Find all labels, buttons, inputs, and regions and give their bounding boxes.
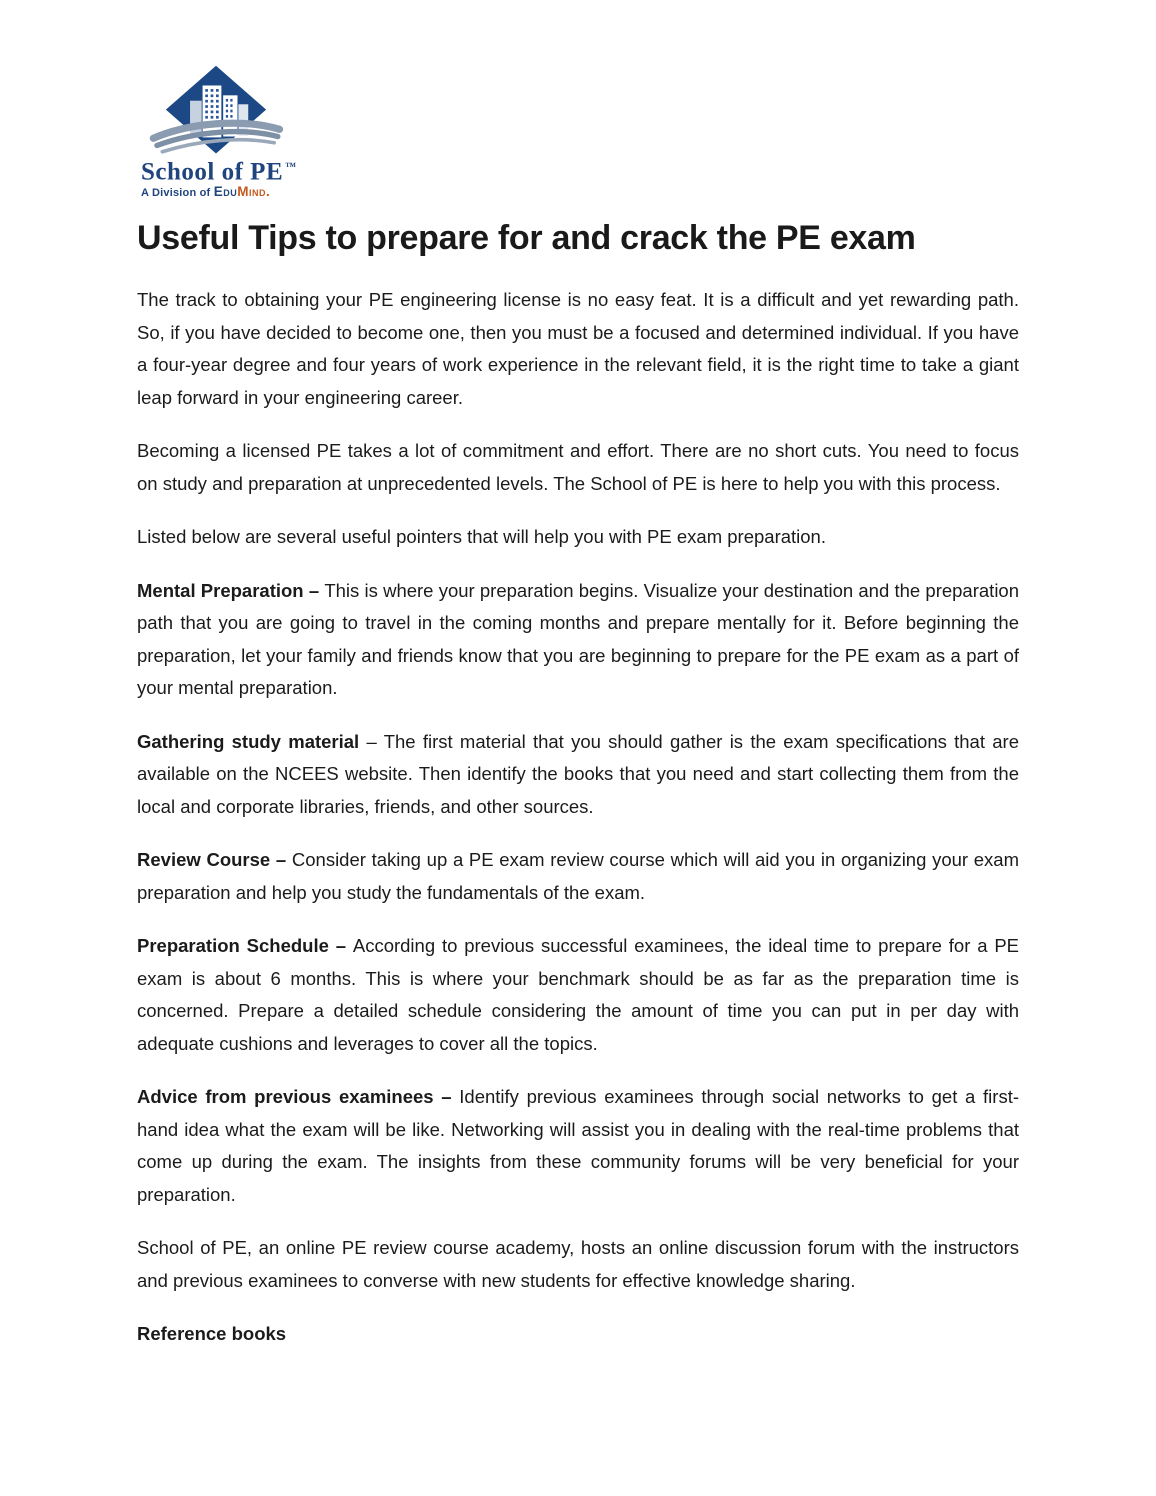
- paragraph-listed-below: [137, 521, 1019, 554]
- paragraph-school-of-pe-forum: [137, 1232, 1019, 1297]
- paragraph-text: School of PE, an online PE review course academy, hosts an online discussion forum with the instructors and previous examinees to converse with new students for effective knowledge sharing.: [137, 1237, 1019, 1291]
- paragraph-text: Listed below are several useful pointers that will help you with PE exam preparation.: [137, 526, 826, 548]
- tagline-prefix: A Division of: [141, 187, 214, 200]
- paragraph-text: This is where your preparation begins. Visualize your destination and the preparation path that you are going to travel in the coming months and prepare mentally for it. Before beginning the preparation, let your family and friends know that you are beginning to prepare for the PE exam as a part of your mental preparation.: [137, 579, 1020, 699]
- paragraph-commitment: [137, 435, 1019, 500]
- tagline-edu: Edu: [213, 184, 238, 200]
- paragraph-lead: Review Course –: [137, 849, 292, 871]
- paragraph-text: Consider taking up a PE exam review course which will aid you in organizing your exam preparation and help you study the fundamentals of the exam.: [137, 849, 1019, 903]
- paragraph-lead: Advice from previous examinees –: [137, 1086, 460, 1108]
- paragraph-text: – The first material that you should gather is the exam specifications that are available on the NCEES website. Then identify the books that you need and start collecting them from the local and corporate libraries, friends, and other sources.: [137, 730, 1019, 817]
- paragraph-lead: Reference books: [137, 1323, 287, 1345]
- school-of-pe-logo: [141, 64, 1019, 200]
- page-title: Useful Tips to prepare for and crack the PE exam: [137, 219, 916, 258]
- logo-tagline: [141, 185, 1019, 200]
- logo-name: School of PE: [141, 158, 284, 186]
- trademark-symbol: ™: [285, 161, 297, 173]
- paragraph-preparation-schedule: [137, 930, 1019, 1060]
- paragraph-text: Becoming a licensed PE takes a lot of commitment and effort. There are no short cuts. You need to focus on study and preparation at unprecedented levels. The School of PE is here to help you with this process.: [137, 440, 1019, 494]
- paragraph-text: Identify previous examinees through social networks to get a first-hand idea what the exam will be like. Networking will assist you in dealing with the real-time problems that come up during the exam. The insights from these community forums will be very beneficial for your preparation.: [137, 1086, 1019, 1205]
- paragraph-lead: Preparation Schedule –: [137, 935, 353, 957]
- heading-reference-books: [137, 1318, 1019, 1351]
- paragraph-mental-preparation: [137, 575, 1019, 705]
- paragraph-text: The track to obtaining your PE engineering license is no easy feat. It is a difficult and yet rewarding path. So, if you have decided to become one, then you must be a focused and determined individual. If you have a four-year degree and four years of work experience in the relevant field, it is the right time to take a giant leap forward in your engineering career.: [137, 289, 1019, 408]
- paragraph-advice-previous-examinees: [137, 1081, 1019, 1211]
- paragraph-text: According to previous successful examinees, the ideal time to prepare for a PE exam is about 6 months. This is where your benchmark should be as far as the preparation time is concerned. Prepare a detailed schedule considering the amount of time you can put in per day with adequate cushions and leverages to cover all the topics.: [137, 935, 1019, 1054]
- tagline-mind: Mind.: [237, 184, 271, 200]
- paragraph-lead: Gathering study material: [137, 730, 360, 752]
- school-of-pe-logo-icon: [141, 64, 291, 158]
- logo-wordmark: [141, 154, 1019, 185]
- paragraph-intro: [137, 284, 1019, 414]
- paragraph-lead: Mental Preparation –: [137, 579, 325, 601]
- paragraph-review-course: [137, 844, 1019, 909]
- paragraph-gathering-study-material: [137, 726, 1019, 824]
